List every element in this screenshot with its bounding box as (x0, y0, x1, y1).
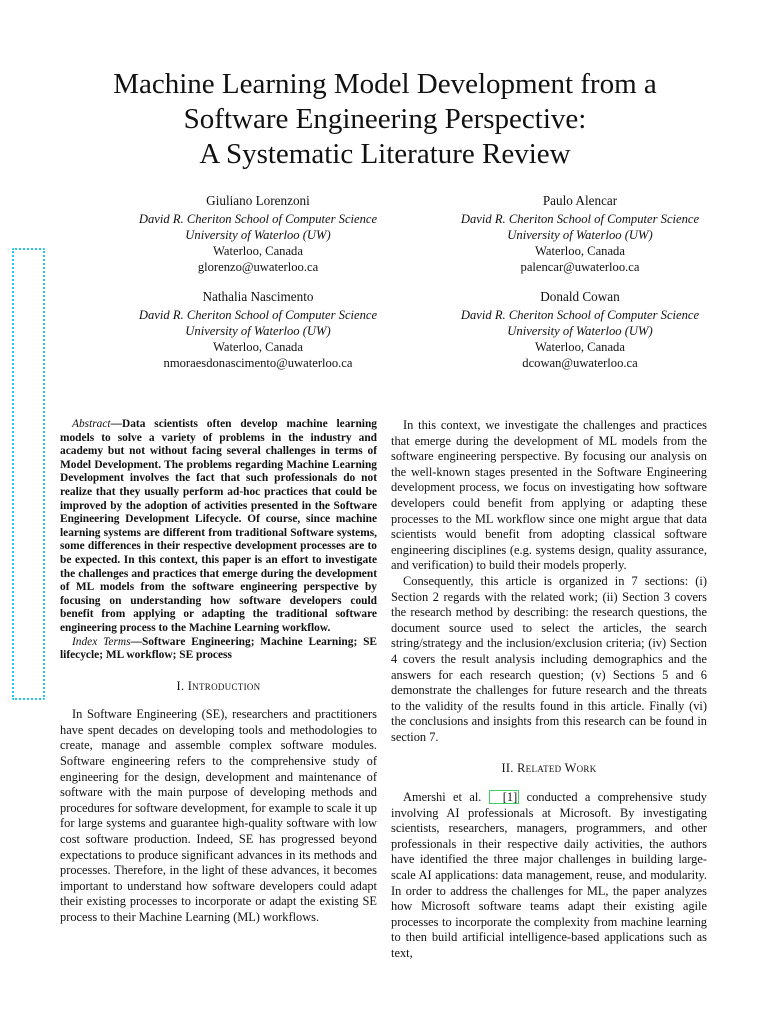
author-university: University of Waterloo (UW) (185, 228, 331, 242)
author-name: Donald Cowan (540, 289, 620, 304)
author-university: University of Waterloo (UW) (185, 324, 331, 338)
paragraph-start: Amershi et al. (403, 790, 489, 805)
author-affiliation: David R. Cheriton School of Computer Science (138, 212, 378, 226)
author-name: Nathalia Nascimento (202, 289, 314, 304)
author-email: palencar@uwaterloo.ca (520, 260, 640, 274)
paragraph-rest: conducted a comprehensive study involving AI professionals at Microsoft. By investigating scientists, researchers, managers, programmers, and other professionals in their respective daily activities, the authors have identified the three major challenges in building large-scale AI applications: data management, reuse, and modularity. In order to address the challenges for ML, the paper analyzes how Microsoft software teams adapt their existing agile processes to incorporate the complexity from machine learning to then build artificial intelligence-based applications such as text, (391, 790, 707, 960)
abstract-text: Data scientists often develop machine learning models to solve a variety of problems in the industry and academy but not without facing several challenges in terms of Model Development. The problems regarding Machine Learning Development involves the fact that such professionals do not realize that they usually perform ad-hoc practices that could be improved by the adoption of activities presented in the Software Engineering Development Lifecycle. Of course, since machine learning systems are different from traditional Software systems, some differences in their respective development processes are to be expected. In this context, this paper is an effort to investigate the challenges and practices that emerge during the development of ML models from the software engineering perspective by focusing on understanding how software developers could benefit from applying or adapting the traditional software engineering process to the Machine Learning workflow. (60, 418, 377, 634)
index-terms-text: Software Engineering; Machine Learning; SE lifecycle; ML workflow; SE process (60, 635, 377, 662)
author-email: nmoraesdonascimento@uwaterloo.ca (163, 356, 353, 370)
abstract-label: Abstract (72, 418, 111, 430)
author-location: Waterloo, Canada (535, 244, 625, 258)
section-title: Introduction (187, 678, 261, 693)
right-column (391, 418, 707, 962)
author-affiliation: David R. Cheriton School of Computer Science (138, 308, 378, 322)
author-email: glorenzo@uwaterloo.ca (197, 260, 319, 274)
section-title: Related Work (517, 761, 597, 776)
title-line-2: Software Engineering Perspective: (183, 103, 587, 135)
related-work-paragraph (391, 790, 707, 962)
author-name: Giuliano Lorenzoni (206, 193, 310, 208)
author-block-1 (108, 193, 408, 275)
index-terms-label: Index Terms (72, 635, 131, 648)
title-line-3: A Systematic Literature Review (199, 138, 571, 170)
section-number: II. (501, 761, 518, 776)
author-affiliation: David R. Cheriton School of Computer Science (460, 212, 700, 226)
author-name: Paulo Alencar (542, 193, 618, 208)
author-block-3 (108, 289, 408, 371)
section-heading-introduction (60, 679, 377, 695)
intro-paragraph: In Software Engineering (SE), researchers and practitioners have spent decades on developing tools and methodologies to create, manage and assemble complex software modules. Software engineering refers to the comprehensive study of engineering for the design, development and maintenance of software with the main purpose of developing methods and procedures for software development, for example to scale it up for large systems and guarantee high-quality software with low cost software production. Indeed, SE has progressed beyond expectations to produce significant advances in its methods and processes. Therefore, in the light of these advances, it becomes important to understand how software developers could adapt their existing processes to incorporate or adapt the existing SE process to their Machine Learning (ML) workflows. (60, 707, 377, 924)
left-column (60, 418, 377, 926)
author-location: Waterloo, Canada (213, 340, 303, 354)
title-line-1: Machine Learning Model Development from a (113, 68, 657, 100)
index-terms (60, 636, 377, 663)
paragraph: Consequently, this article is organized in 7 sections: (i) Section 2 regards with the related work; (ii) Section 3 covers the research method by describing: the research questions, the document source used to select the articles, the search string/strategy and the inclusion/exclusion criteria; (iv) Section 4 covers the result analysis including demographics and the answers for each research question; (v) Sections 5 and 6 demonstrate the challenges for future research and the threats to the validity of the results found in this article. Finally (vi) the conclusions and insights from this research can be found in section 7. (391, 573, 707, 744)
author-block-4 (430, 289, 730, 371)
paragraph: In this context, we investigate the challenges and practices that emerge during the development of ML models from the software engineering perspective. By focusing our analysis on the well-known stages presented in the Software Engineering development process, we focus on investigating how software developers could benefit from applying or adapting these processes to the ML workflow since one might argue that data scientists would benefit from adopting classical software engineering disciplines (e.g. systems design, quality assurance, and verification) to build their models properly. (391, 418, 707, 573)
section-heading-related-work (391, 761, 707, 777)
author-university: University of Waterloo (UW) (507, 324, 653, 338)
paper-title (40, 67, 730, 172)
author-email: dcowan@uwaterloo.ca (522, 356, 638, 370)
arxiv-margin-box (12, 248, 45, 700)
author-location: Waterloo, Canada (213, 244, 303, 258)
abstract-dash: — (110, 418, 122, 430)
author-location: Waterloo, Canada (535, 340, 625, 354)
index-terms-dash: — (130, 635, 142, 648)
author-affiliation: David R. Cheriton School of Computer Science (460, 308, 700, 322)
section-number: I. (176, 678, 188, 693)
citation-link[interactable]: [1] (489, 790, 519, 804)
author-university: University of Waterloo (UW) (507, 228, 653, 242)
abstract (60, 418, 377, 636)
author-block-2 (430, 193, 730, 275)
